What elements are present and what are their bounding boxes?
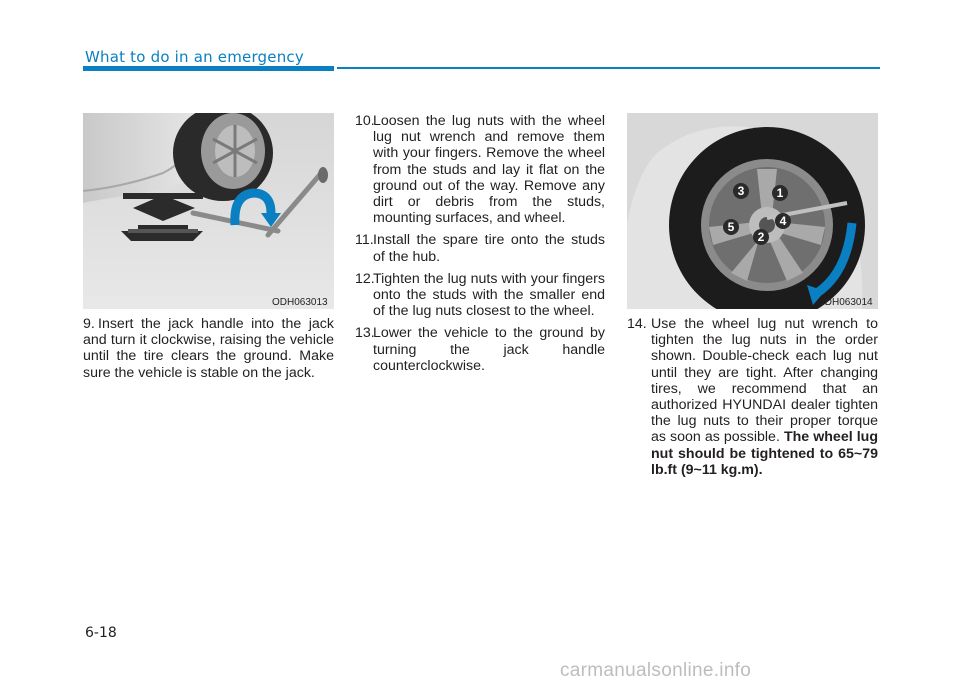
step-number: 9. bbox=[83, 316, 95, 332]
sequence-label-5: 5 bbox=[727, 220, 735, 234]
step-text: Loosen the lug nuts with the wheel lug nut wrench and remove them with your fingers. Remove the wheel from the studs and lay it flat on the ground out of the way. Remove any dirt or debris from the studs, mounting surfaces, and wheel. bbox=[373, 113, 605, 227]
step-13 bbox=[355, 325, 605, 374]
step-number: 10. bbox=[355, 113, 375, 129]
page-number: 6-18 bbox=[85, 625, 117, 641]
watermark: carmanualsonline.info bbox=[560, 660, 752, 681]
lug-nut-order-illustration bbox=[627, 113, 878, 309]
step-number: 14. bbox=[627, 316, 647, 332]
torque-spec: The wheel lug nut should be tightened to 65~79 lb.ft (9~11 kg.m). bbox=[651, 429, 878, 478]
step-text: Install the spare tire onto the studs of the hub. bbox=[373, 232, 605, 265]
column-middle bbox=[355, 113, 605, 380]
step-number: 11. bbox=[355, 232, 374, 249]
step-text: Insert the jack handle into the jack and turn it clockwise, raising the vehicle until the tire clears the ground. Make sure the vehicle is stable on the jack. bbox=[83, 316, 334, 381]
sequence-label-2: 2 bbox=[757, 230, 765, 244]
header-rule-accent bbox=[83, 66, 334, 71]
step-14 bbox=[627, 316, 878, 478]
sequence-label-3: 3 bbox=[737, 184, 745, 198]
step-text: Lower the vehicle to the ground by turning the jack handle counterclockwise. bbox=[373, 325, 605, 374]
sequence-label-4: 4 bbox=[779, 214, 787, 228]
step-11 bbox=[355, 232, 605, 264]
step-text bbox=[627, 316, 878, 478]
step-12 bbox=[355, 271, 605, 320]
column-left bbox=[83, 316, 334, 387]
section-title: What to do in an emergency bbox=[85, 48, 304, 66]
figure-code-right: ODH063014 bbox=[817, 297, 873, 308]
sequence-label-1: 1 bbox=[776, 186, 784, 200]
step-text: Tighten the lug nuts with your fingers onto the studs with the smaller end of the lug nuts closest to the wheel. bbox=[373, 270, 605, 320]
header-rule bbox=[337, 67, 880, 69]
column-right bbox=[627, 316, 878, 484]
jack-illustration bbox=[83, 113, 334, 309]
step-number: 13. bbox=[355, 325, 375, 342]
step-9 bbox=[83, 316, 334, 381]
step-number: 12. bbox=[355, 270, 375, 287]
step-text-body: Use the wheel lug nut wrench to tighten the lug nuts in the order shown. Double-check each lug nut until they are tight. After changing tires, we recommend that an authorized HYUNDAI dealer tighten the lug nuts to their proper torque as soon as possible. bbox=[651, 316, 878, 446]
figure-code-left: ODH063013 bbox=[272, 297, 328, 308]
step-10 bbox=[355, 113, 605, 226]
